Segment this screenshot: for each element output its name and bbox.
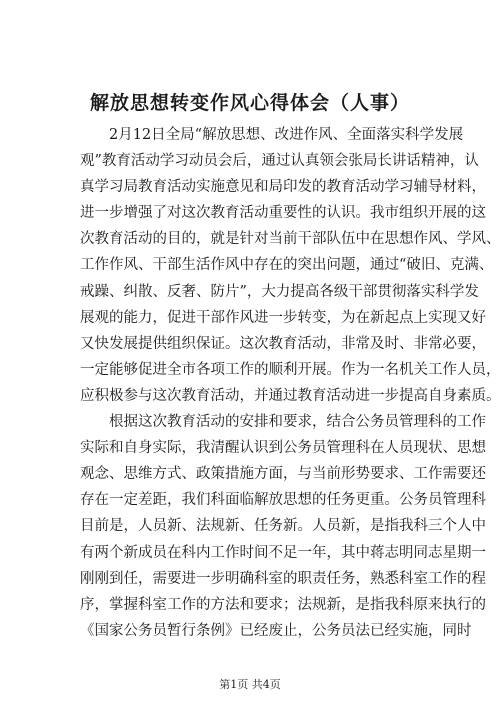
paragraph-2-line: 《国家公务员暂行条例》已经废止，公务员法已经实施，同时 — [80, 622, 472, 639]
paragraph-2-line: 观念、思维方式、政策措施方面，与当前形势要求、工作需要还 — [80, 466, 486, 483]
paragraph-1-line: 又快发展提供组织保证。这次教育活动，非常及时、非常必要， — [80, 335, 486, 352]
paragraph-1-line: 观”教育活动学习动员会后，通过认真领会张局长讲话精神，认 — [80, 153, 479, 170]
document-body — [80, 122, 500, 644]
paragraph-2-line: 实际和自身实际，我清醒认识到公务员管理科在人员现状、思想 — [80, 440, 486, 457]
page-number: 第1页 共4页 — [219, 678, 281, 691]
paragraph-2-line: 刚刚到任，需要进一步明确科室的职责任务，熟悉科室工作的程 — [80, 570, 486, 587]
paragraph-1-line: 真学习局教育活动实施意见和局印发的教育活动学习辅导材料， — [80, 179, 486, 196]
paragraph-2-line: 目前是，人员新、法规新、任务新。人员新，是指我科三个人中 — [80, 518, 486, 535]
paragraph-2-line: 序，掌握科室工作的方法和要求；法规新，是指我科原来执行的 — [80, 596, 486, 613]
paragraph-2-line: 存在一定差距，我们科面临解放思想的任务更重。公务员管理科 — [80, 492, 486, 509]
paragraph-1-line: 展观的能力，促进干部作风进一步转变，为在新起点上实现又好 — [80, 309, 486, 326]
paragraph-1-line: 一定能够促进全市各项工作的顺利开展。作为一名机关工作人员， — [80, 361, 500, 378]
paragraph-1-line: 工作作风、干部生活作风中存在的突出问题，通过“破旧、克满、 — [80, 257, 494, 274]
paragraph-2-line: 有两个新成员在科内工作时间不足一年，其中蒋志明同志星期一 — [80, 544, 486, 561]
paragraph-1-line: 戒躁、纠散、反奢、防片”，大力提高各级干部贯彻落实科学发 — [80, 283, 479, 300]
document-title: 解放思想转变作风心得体会（人事） — [89, 92, 410, 114]
paragraph-1-line: 应积极参与这次教育活动，并通过教育活动进一步提高自身素质。 — [80, 387, 500, 404]
paragraph-1-line: 次教育活动的目的，就是针对当前干部队伍中在思想作风、学风、 — [80, 231, 500, 248]
paragraph-1-line: 2月12日全局“解放思想、改进作风、全面落实科学发展 — [109, 127, 464, 143]
paragraph-2-line: 根据这次教育活动的安排和要求，结合公务员管理科的工作 — [109, 414, 486, 431]
paragraph-1-line: 进一步增强了对这次教育活动重要性的认识。我市组织开展的这 — [80, 205, 486, 222]
